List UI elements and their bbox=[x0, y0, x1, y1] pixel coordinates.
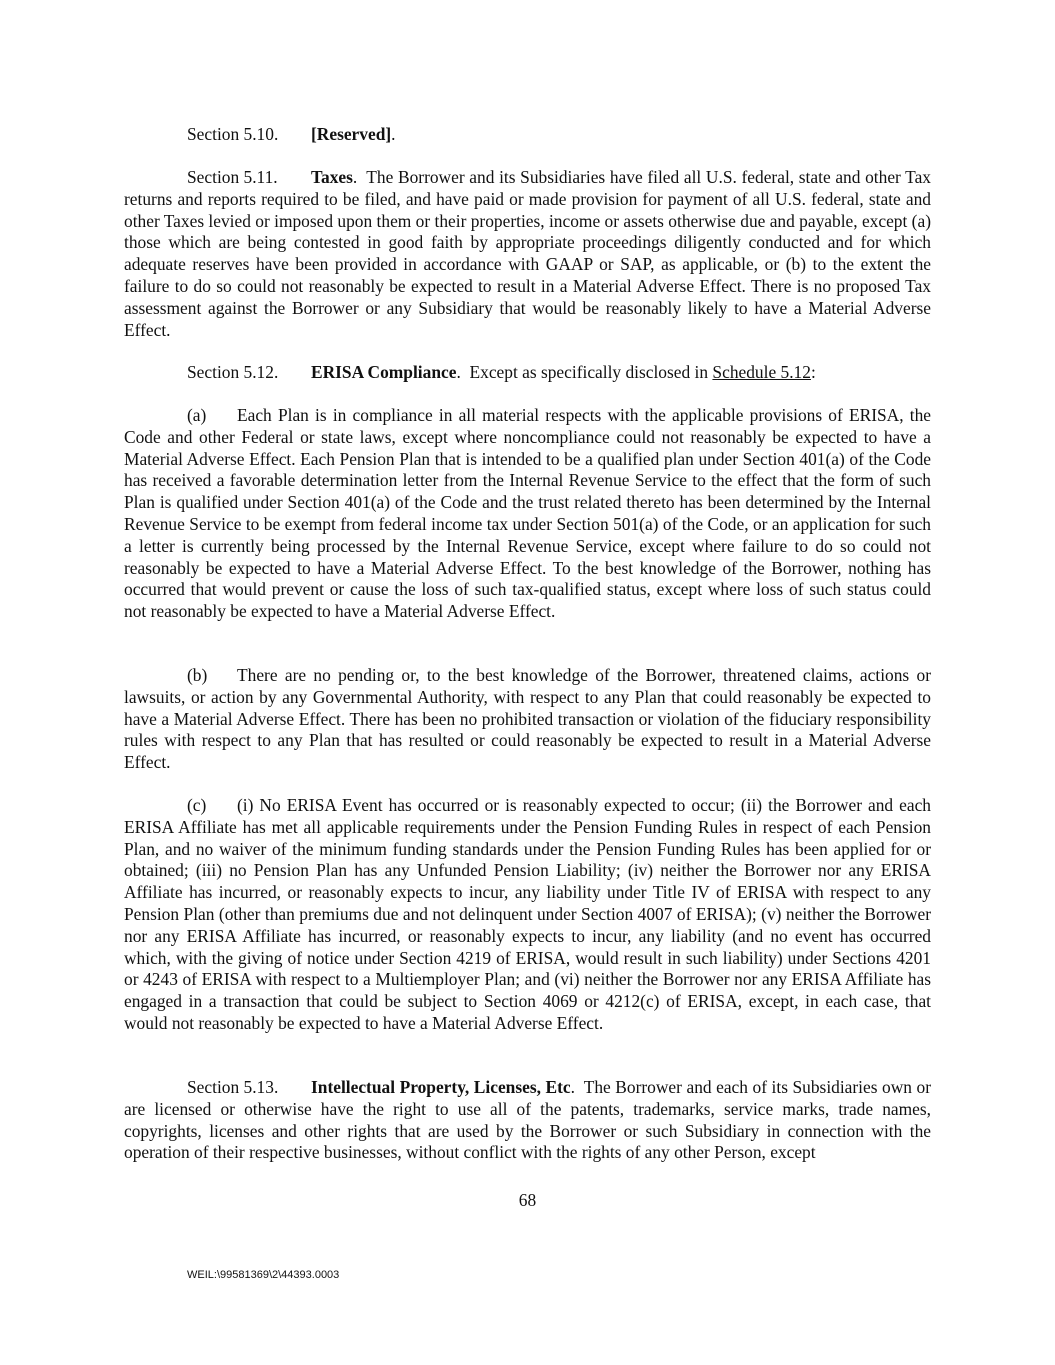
paragraph-b bbox=[124, 665, 931, 774]
paragraph-a bbox=[124, 405, 931, 623]
footer-document-id: WEIL:\99581369\2\44393.0003 bbox=[187, 1269, 340, 1281]
paragraph-text: There are no pending or, to the best knowledge of the Borrower, threatened claims, actions or lawsuits, or action by any Governmental Authority, with respect to any Plan that could reasonably be expected to have a Material Adverse Effect. There has been no prohibited transaction or violation of the fiduciary responsibility rules with respect to any Plan that has resulted or could reasonably be expected to result in a Material Adverse Effect. bbox=[124, 665, 931, 773]
section-title: Taxes bbox=[311, 167, 353, 187]
section-number: Section 5.13. bbox=[187, 1077, 279, 1097]
paragraph-text: Each Plan is in compliance in all material respects with the applicable provisions of ERISA, the Code and other Federal or state laws, except where noncompliance could not reasonably be expected to have a Material Adverse Effect. Each Pension Plan that is intended to be a qualified plan under Section 401(a) of the Code has received a favorable determination letter from the Internal Revenue Service to the effect that the form of such Plan is qualified under Section 401(a) of the Code and the trust related thereto has been determined by the Internal Revenue Service to be exempt from federal income tax under Section 501(a) of the Code, or an application for such a letter is currently being processed by the Internal Revenue Service, except where failure to do so could not reasonably be expected to have a Material Adverse Effect. To the best knowledge of the Borrower, nothing has occurred that would prevent or cause the loss of such tax-qualified status, except where loss of such status could not reasonably be expected to have a Material Adverse Effect. bbox=[124, 405, 931, 622]
section-5-10: Section 5.10. [Reserved]. bbox=[187, 124, 396, 144]
section-body: The Borrower and its Subsidiaries have filed all U.S. federal, state and other Tax returns and reports required to be filed, and have paid or made provision for payment of all U.S. federal, state and other Taxes levied or imposed upon them or their properties, income or assets otherwise due and payable, except (a) those which are being contested in good faith by appropriate proceedings diligently conducted and for which adequate reserves have been provided in accordance with GAAP or SAP, as applicable, or (b) to the extent the failure to do so could not reasonably be expected to result in a Material Adverse Effect. There is no proposed Tax assessment against the Borrower or any Subsidiary that would be reasonably likely to have a Material Adverse Effect. bbox=[124, 167, 932, 340]
section-title: [Reserved] bbox=[311, 124, 392, 144]
section-title: ERISA Compliance bbox=[311, 362, 457, 382]
section-5-11: Section 5.11. Taxes. The Borrower and its Subsidiaries have filed all U.S. federal, state and other Tax returns and reports required to be filed, and have paid or made provision for payment of all U.S. federal, state and other Taxes levied or imposed upon them or their properties, income or assets otherwise due and payable, except (a) those which are being contested in good faith by appropriate proceedings diligently conducted and for which adequate reserves have been provided in accordance with GAAP or SAP, as applicable, or (b) to the extent the failure to do so could not reasonably be expected to result in a Material Adverse Effect. There is no proposed Tax assessment against the Borrower or any Subsidiary that would be reasonably likely to have a Material Adverse Effect. bbox=[124, 167, 932, 340]
section-number: Section 5.12. bbox=[187, 362, 279, 382]
section-number: Section 5.10. bbox=[187, 124, 279, 144]
section-body: The Borrower and each of its Subsidiaries own or are licensed or otherwise have the right to use all of the patents, trademarks, service marks, trade names, copyrights, licenses and other rights that are used by the Borrower or such Subsidiary in connection with the operation of their respective businesses, without conflict with the rights of any other Person, except bbox=[124, 1077, 932, 1163]
paragraph-label: (c) bbox=[187, 795, 207, 815]
paragraph-label: (b) bbox=[187, 665, 208, 685]
section-intro: Except as specifically disclosed in bbox=[469, 362, 709, 382]
schedule-reference: Schedule 5.12 bbox=[712, 362, 811, 382]
section-5-12: Section 5.12. ERISA Compliance. Except as specifically disclosed in Schedule 5.12: bbox=[187, 362, 816, 382]
paragraph-label: (a) bbox=[187, 405, 207, 425]
paragraph-text: (i) No ERISA Event has occurred or is reasonably expected to occur; (ii) the Borrower and each ERISA Affiliate has met all applicable requirements under the Pension Funding Rules in respect of each Pension Plan, and no waiver of the minimum funding standards under the Pension Funding Rules has been applied for or obtained; (iii) no Pension Plan has any Unfunded Pension Liability; (iv) neither the Borrower nor any ERISA Affiliate has incurred, or reasonably expects to incur, any liability under Title IV of ERISA with respect to any Pension Plan (other than premiums due and not delinquent under Section 4007 of ERISA); (v) neither the Borrower nor any ERISA Affiliate has incurred, or reasonably expects to incur, any liability (and no event has occurred which, with the giving of notice under Section 4219 of ERISA, would result in such liability) under Sections 4201 or 4243 of ERISA with respect to a Multiemployer Plan; and (vi) neither the Borrower nor any ERISA Affiliate has engaged in a transaction that could be subject to Section 4069 or 4212(c) of ERISA, except, in each case, that would not reasonably be expected to have a Material Adverse Effect. bbox=[124, 795, 931, 1033]
page-number: 68 bbox=[518, 1190, 537, 1210]
section-number: Section 5.11. bbox=[187, 167, 278, 187]
paragraph-c bbox=[124, 795, 931, 1035]
section-title: Intellectual Property, Licenses, Etc bbox=[311, 1077, 571, 1097]
section-5-13: Section 5.13. Intellectual Property, Licenses, Etc. The Borrower and each of its Subsidiaries own or are licensed or otherwise have the right to use all of the patents, trademarks, service marks, trade names, copyrights, licenses and other rights that are used by the Borrower or such Subsidiary in connection with the operation of their respective businesses, without conflict with the rights of any other Person, except bbox=[124, 1077, 932, 1163]
